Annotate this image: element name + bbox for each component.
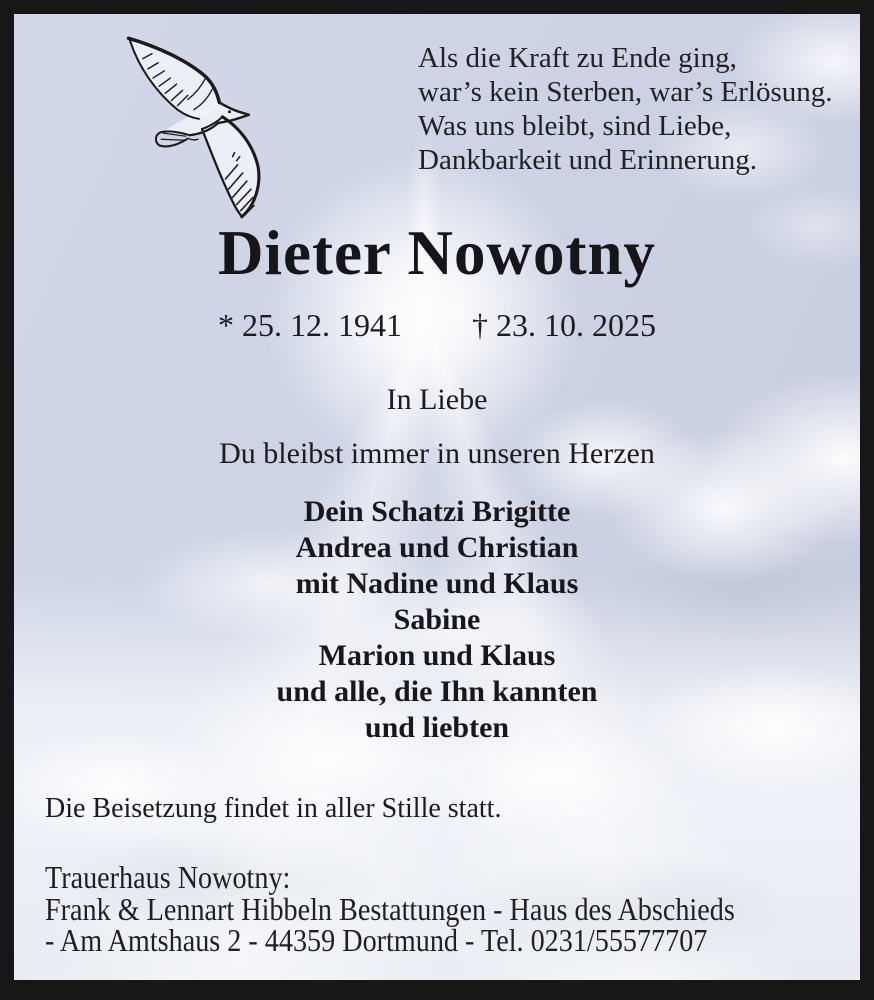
mourner-line: und alle, die Ihn kannten: [276, 675, 598, 708]
life-dates: [14, 307, 860, 344]
mourner-line: Andrea und Christian: [295, 531, 579, 564]
funeral-home-name: Trauerhaus Nowotny:: [45, 859, 291, 895]
funeral-home-address: - Am Amtshaus 2 - 44359 Dortmund - Tel. 0231/55577707: [45, 922, 708, 958]
poem-line: war’s kein Sterben, war’s Erlösung.: [418, 76, 833, 108]
funeral-home-block: [45, 859, 735, 958]
sky-background: [14, 14, 860, 980]
poem-line: Was uns bleibt, sind Liebe,: [418, 110, 732, 142]
remembrance-line: Du bleibst immer in unseren Herzen: [219, 437, 655, 470]
mourner-line: Marion und Klaus: [318, 639, 556, 672]
mourner-line: mit Nadine und Klaus: [295, 567, 579, 600]
mourner-line: und liebten: [364, 711, 510, 744]
mourners-list: [14, 494, 860, 746]
deceased-name: Dieter Nowotny: [218, 218, 656, 288]
mourner-line: Dein Schatzi Brigitte: [303, 495, 571, 528]
seagull-icon: [120, 24, 284, 228]
memorial-poem: [418, 41, 833, 177]
funeral-home-company: Frank & Lennart Hibbeln Bestattungen - Haus des Abschieds: [45, 890, 735, 927]
birth-date: * 25. 12. 1941: [218, 307, 402, 343]
poem-line: Dankbarkeit und Erinnerung.: [418, 144, 758, 176]
funeral-notice: Die Beisetzung findet in aller Stille statt.: [45, 793, 502, 824]
death-date: † 23. 10. 2025: [472, 307, 656, 343]
poem-line: Als die Kraft zu Ende ging,: [418, 42, 737, 74]
dedication-line: In Liebe: [386, 383, 488, 416]
mourner-line: Sabine: [393, 603, 481, 636]
